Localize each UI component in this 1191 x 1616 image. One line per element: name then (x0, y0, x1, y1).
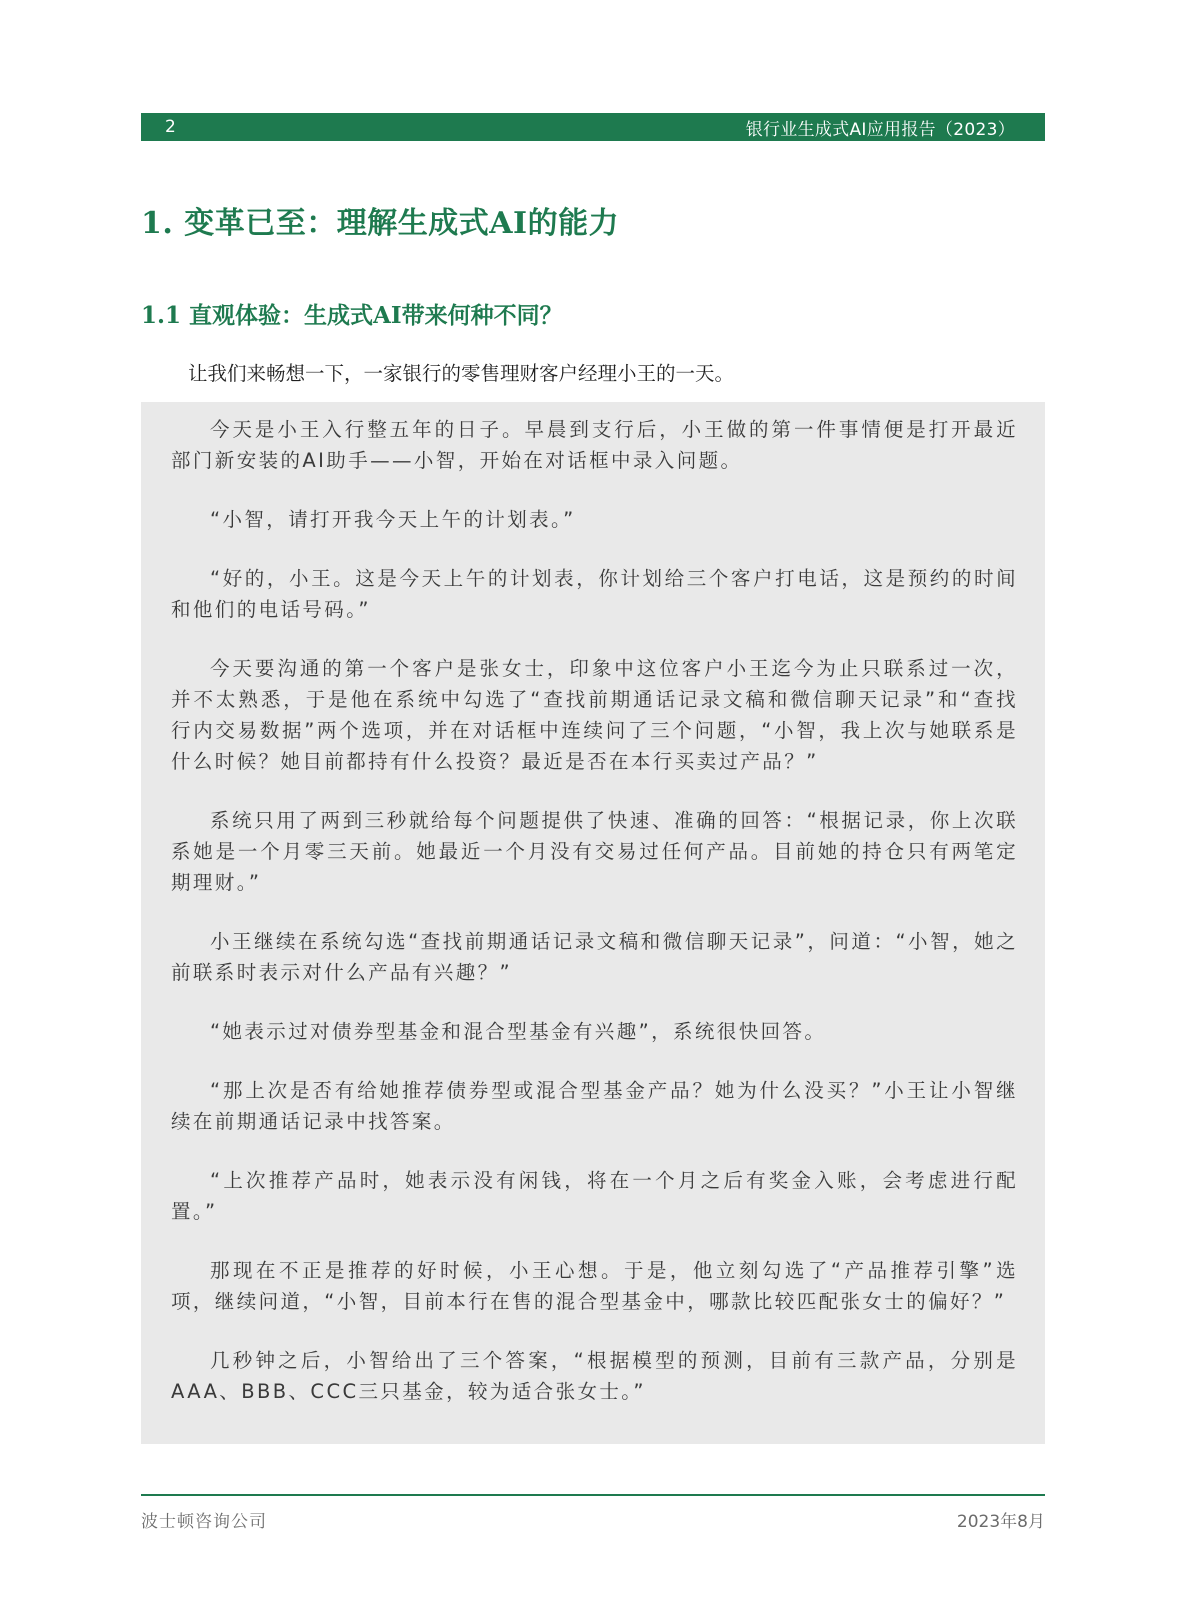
story-paragraph: 小王继续在系统勾选“查找前期通话记录文稿和微信聊天记录”，问道：“小智，她之前联系时表示对什么产品有兴趣？” (171, 930, 1018, 984)
story-paragraph: “上次推荐产品时，她表示没有闲钱，将在一个月之后有奖金入账，会考虑进行配置。” (171, 1169, 1018, 1223)
footer-divider (141, 1494, 1045, 1496)
story-paragraph: “小智，请打开我今天上午的计划表。” (210, 508, 576, 531)
report-title: 银行业生成式AI应用报告（2023） (745, 119, 1015, 140)
story-paragraph: 今天是小王入行整五年的日子。早晨到支行后，小王做的第一件事情便是打开最近部门新安装的AI助手——小智，开始在对话框中录入问题。 (171, 418, 1018, 472)
footer-company: 波士顿咨询公司 (141, 1512, 267, 1532)
story-paragraph: “好的，小王。这是今天上午的计划表，你计划给三个客户打电话，这是预约的时间和他们的电话号码。” (171, 567, 1018, 621)
story-paragraph: 那现在不正是推荐的好时候，小王心想。于是，他立刻勾选了“产品推荐引擎”选项，继续问道，“小智，目前本行在售的混合型基金中，哪款比较匹配张女士的偏好？” (171, 1259, 1018, 1313)
footer-date: 2023年8月 (956, 1512, 1045, 1532)
story-paragraph: 几秒钟之后，小智给出了三个答案，“根据模型的预测，目前有三款产品，分别是AAA、BBB、CCC三只基金，较为适合张女士。” (171, 1349, 1018, 1403)
section-title: 1.1 直观体验：生成式AI带来何种不同？ (141, 302, 563, 329)
story-paragraph: “那上次是否有给她推荐债券型或混合型基金产品？她为什么没买？”小王让小智继续在前期通话记录中找答案。 (171, 1079, 1018, 1133)
chapter-title: 1. 变革已至：理解生成式AI的能力 (141, 206, 620, 241)
story-paragraph: “她表示过对债券型基金和混合型基金有兴趣”，系统很快回答。 (210, 1020, 827, 1043)
page-number: 2 (165, 117, 176, 137)
story-paragraph: 系统只用了两到三秒就给每个问题提供了快速、准确的回答：“根据记录，你上次联系她是一个月零三天前。她最近一个月没有交易过任何产品。目前她的持仓只有两笔定期理财。” (171, 809, 1018, 894)
story-paragraph: 今天要沟通的第一个客户是张女士，印象中这位客户小王迄今为止只联系过一次，并不太熟悉，于是他在系统中勾选了“查找前期通话记录文稿和微信聊天记录”和“查找行内交易数据”两个选项，并在对话框中连续问了三个问题，“小智，我上次与她联系是什么时候？她目前都持有什么投资？最近是否在本行买卖过产品？” (171, 657, 1018, 773)
intro-paragraph: 让我们来畅想一下，一家银行的零售理财客户经理小王的一天。 (188, 362, 735, 385)
page-header-bar (141, 113, 1045, 141)
story-box (141, 402, 1045, 1444)
